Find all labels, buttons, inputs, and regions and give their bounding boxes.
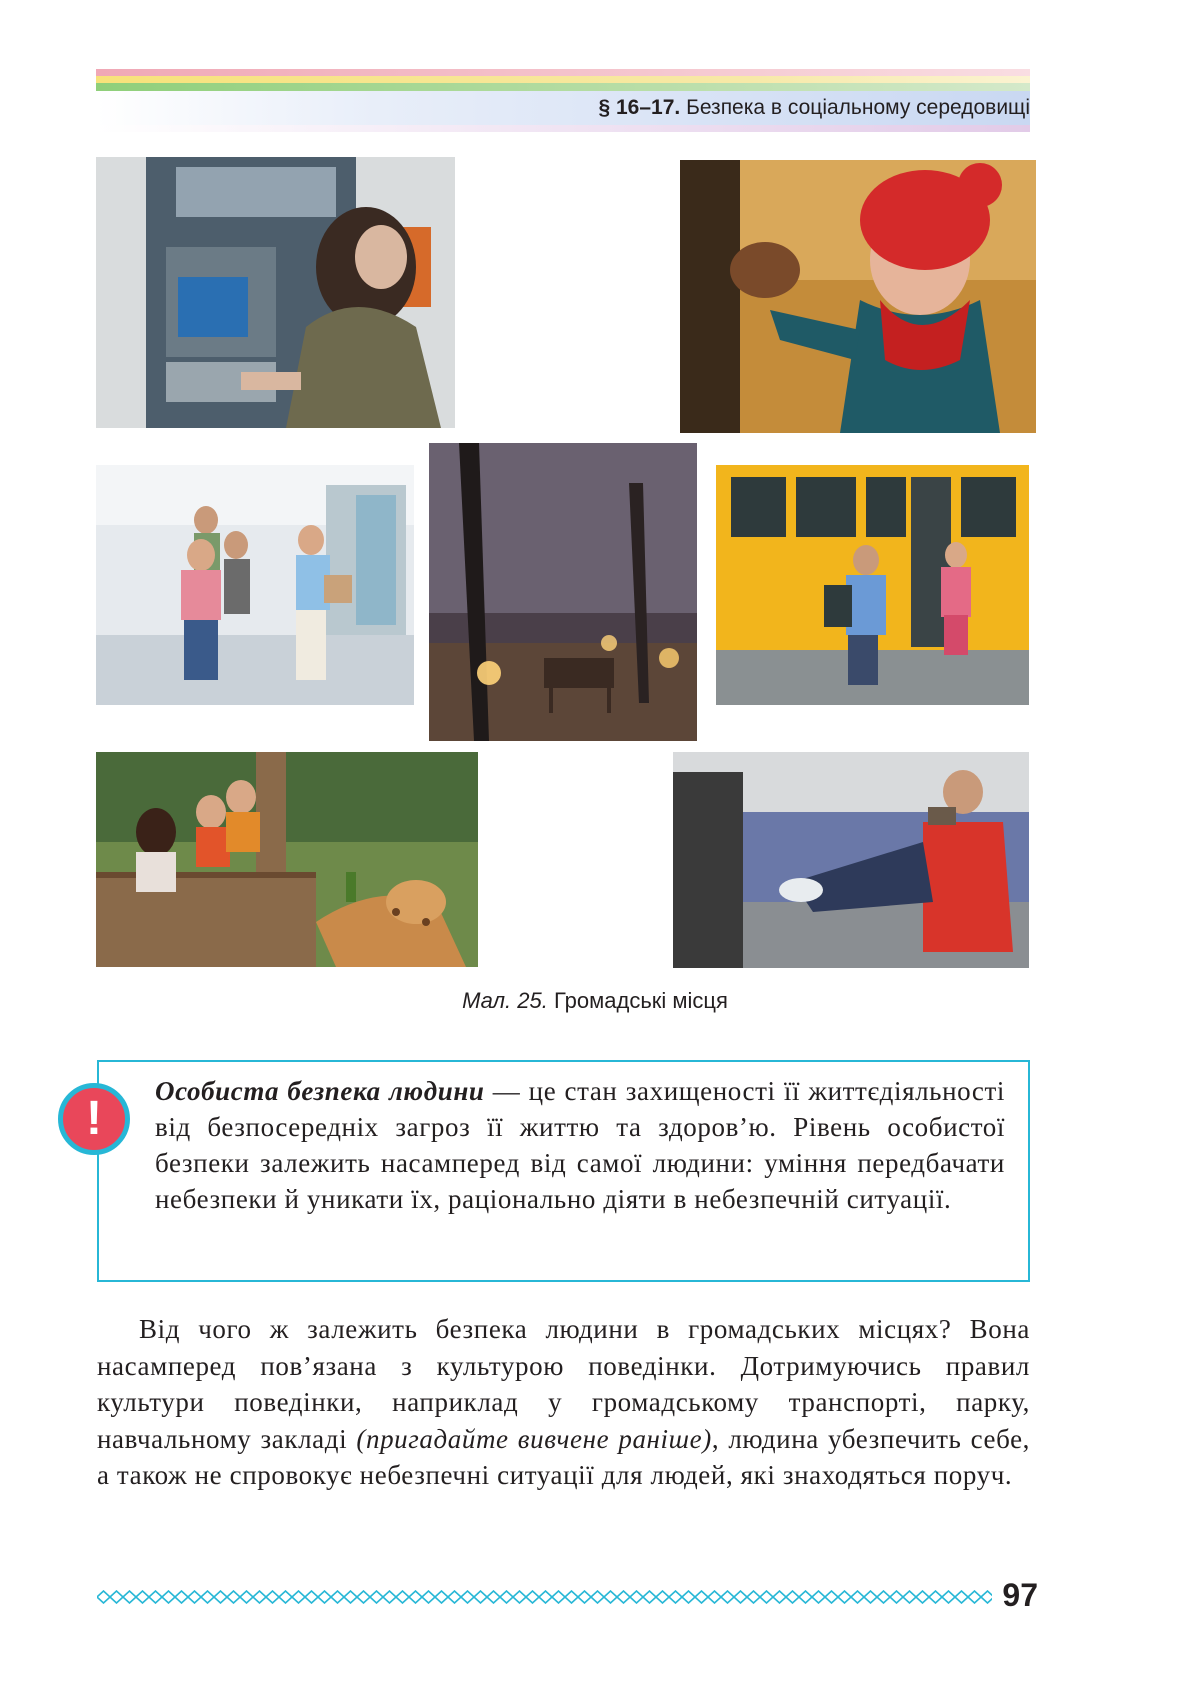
running-header bbox=[598, 96, 1030, 120]
body-paragraph bbox=[97, 1311, 1030, 1494]
definition-body: — це стан захищеності її життєдіяльності від безпосередніх загроз її життю та здоров’ю. Рівень особистої безпеки залежить насамперед від самої людини: уміння передбачати небезпеки й уникати їх, раціонально діяти в небезпечній ситуації. bbox=[155, 1076, 1005, 1214]
section-title: Безпека в соціальному середовищі bbox=[686, 96, 1030, 119]
header-stripe-lilac bbox=[96, 125, 1030, 132]
header-stripe-yellow bbox=[96, 76, 1030, 83]
photo-school-bus bbox=[716, 465, 1029, 705]
photo-mall-family bbox=[96, 465, 414, 705]
caption-label: Мал. 25. bbox=[462, 988, 548, 1013]
paragraph-part2: , людина убезпечить себе, а також не спровокує небезпечні ситуації для людей, які знаходяться поруч. bbox=[97, 1423, 1030, 1490]
footer-ornament bbox=[97, 1590, 992, 1604]
alert-symbol: ! bbox=[86, 1092, 102, 1145]
header-stripe-pink bbox=[96, 69, 1030, 76]
header-stripe-green bbox=[96, 83, 1030, 91]
definition-text bbox=[155, 1073, 1005, 1217]
paragraph-part1: Від чого ж залежить безпека людини в громадських місцях? Вона насамперед пов’язана з культурою поведінки. Дотримуючись правил культури поведінки, наприклад у громадському транспорті, парку, навчальному закладі bbox=[97, 1314, 1030, 1454]
photo-train-teen bbox=[673, 752, 1029, 968]
photo-zoo-giraffe bbox=[96, 752, 478, 967]
definition-term: Особиста безпека людини bbox=[155, 1076, 485, 1106]
figure-caption bbox=[0, 988, 1190, 1014]
photo-night-park bbox=[429, 443, 697, 741]
exclamation-icon bbox=[58, 1083, 130, 1155]
section-number: § 16–17. bbox=[598, 96, 681, 119]
photo-atm bbox=[96, 157, 455, 428]
photo-girl-squirrel bbox=[680, 160, 1036, 433]
caption-text: Громадські місця bbox=[553, 988, 728, 1013]
page-number: 97 bbox=[1002, 1577, 1038, 1613]
paragraph-italic: (пригадайте вивчене раніше) bbox=[356, 1423, 712, 1454]
